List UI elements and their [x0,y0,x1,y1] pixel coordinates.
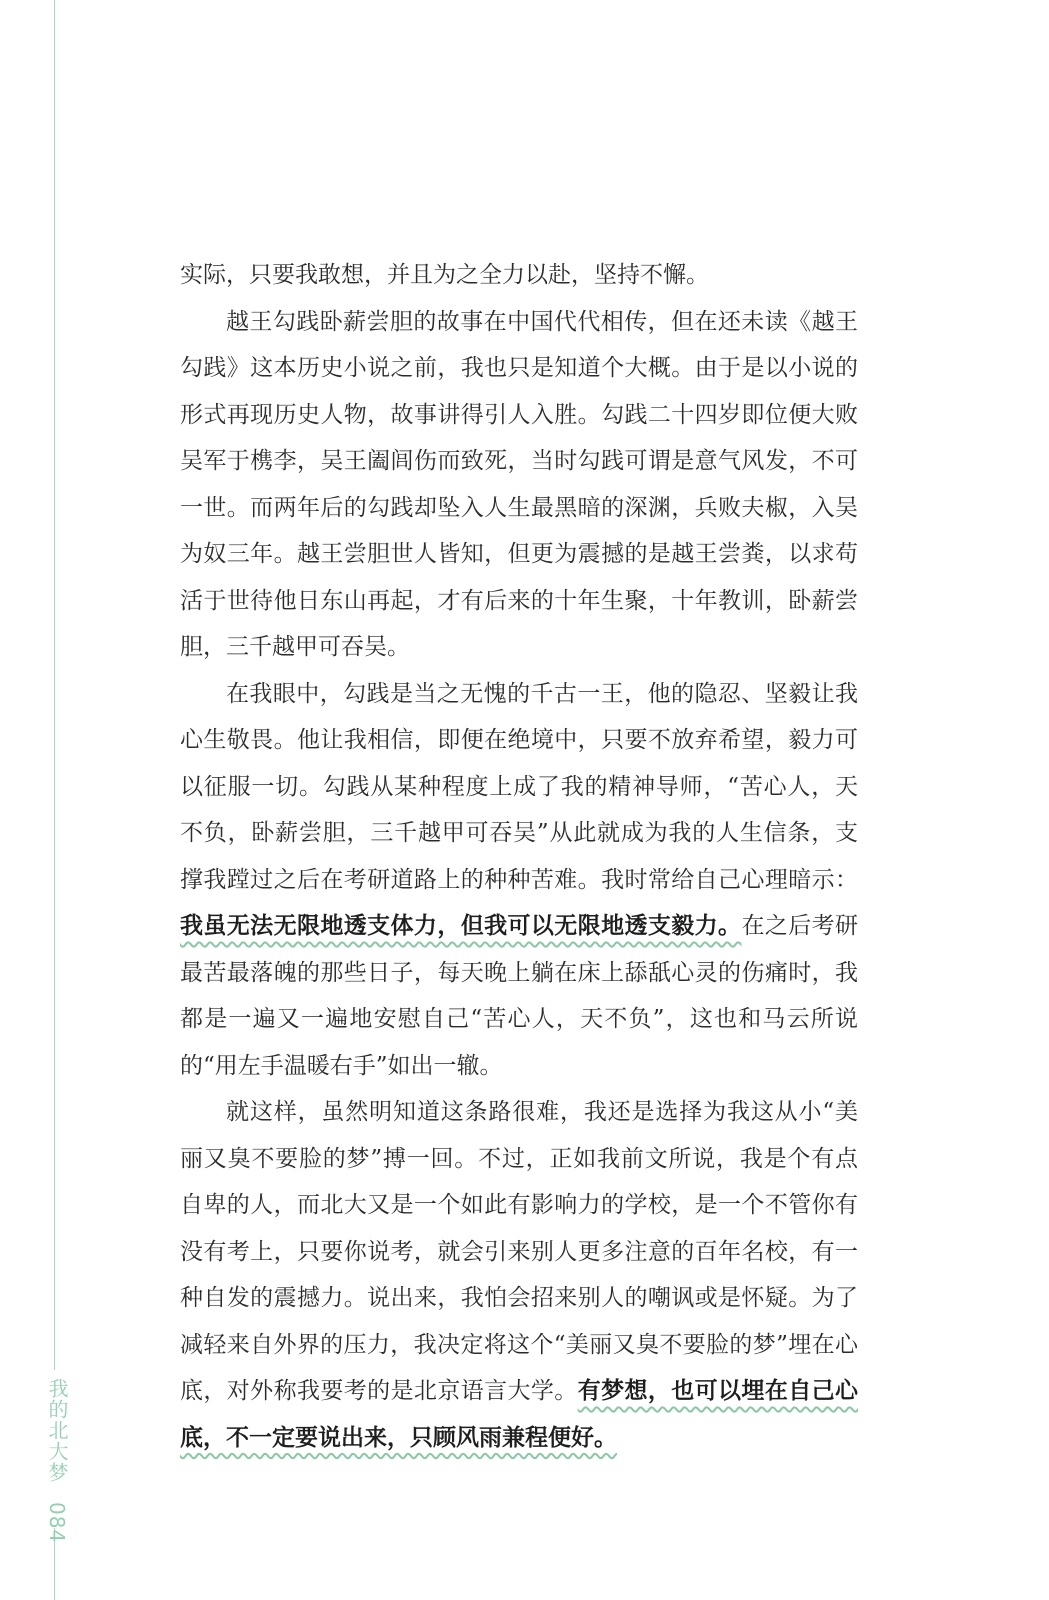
paragraph [180,671,858,1090]
running-header [44,1378,68,1544]
text-segment: 实际，只要我敢想，并且为之全力以赴，坚持不懈。 [180,262,709,288]
margin-rule-top [54,0,55,1370]
emphasized-quote: 有梦想，也可以埋在自己心底，不一定要说出来，只顾风雨兼程便好。 [180,1378,859,1451]
text-segment: 在之后考研最苦最落魄的那些日子，每天晚上躺在床上舔舐心灵的伤痛时，我都是一遍又一遍地安慰自己“苦心人，天不负”，这也和马云所说的“用左手温暖右手”如出一辙。 [180,913,859,1079]
emphasized-quote: 我虽无法无限地透支体力，但我可以无限地透支毅力。 [180,913,742,939]
body-text [180,252,858,1461]
paragraph [180,252,858,299]
page-number: 084 [45,1502,69,1544]
paragraph [180,1089,858,1461]
paragraph [180,299,858,671]
book-title: 我的北大梦 [45,1378,69,1483]
text-segment: 越王勾践卧薪尝胆的故事在中国代代相传，但在还未读《越王勾践》这本历史小说之前，我也只是知道个大概。由于是以小说的形式再现历史人物，故事讲得引人入胜。勾践二十四岁即位便大败吴军于槜李，吴王阖闾伤而致死，当时勾践可谓是意气风发，不可一世。而两年后的勾践却坠入人生最黑暗的深渊，兵败夫椒，入吴为奴三年。越王尝胆世人皆知，但更为震撼的是越王尝粪，以求苟活于世待他日东山再起，才有后来的十年生聚，十年教训，卧薪尝胆，三千越甲可吞吴。 [180,308,858,660]
text-segment: 在我眼中，勾践是当之无愧的千古一王，他的隐忍、坚毅让我心生敬畏。他让我相信，即便在绝境中，只要不放弃希望，毅力可以征服一切。勾践从某种程度上成了我的精神导师，“苦心人，天不负，卧薪尝胆，三千越甲可吞吴”从此就成为我的人生信条，支撑我蹚过之后在考研道路上的种种苦难。我时常给自己心理暗示： [180,680,858,893]
text-segment: 就这样，虽然明知道这条路很难，我还是选择为我这从小“美丽又臭不要脸的梦”搏一回。不过，正如我前文所说，我是个有点自卑的人，而北大又是一个如此有影响力的学校，是一个不管你有没有考上，只要你说考，就会引来别人更多注意的百年名校，有一种自发的震撼力。说出来，我怕会招来别人的嘲讽或是怀疑。为了减轻来自外界的压力，我决定将这个“美丽又臭不要脸的梦”埋在心底，对外称我要考的是北京语言大学。 [180,1099,858,1404]
